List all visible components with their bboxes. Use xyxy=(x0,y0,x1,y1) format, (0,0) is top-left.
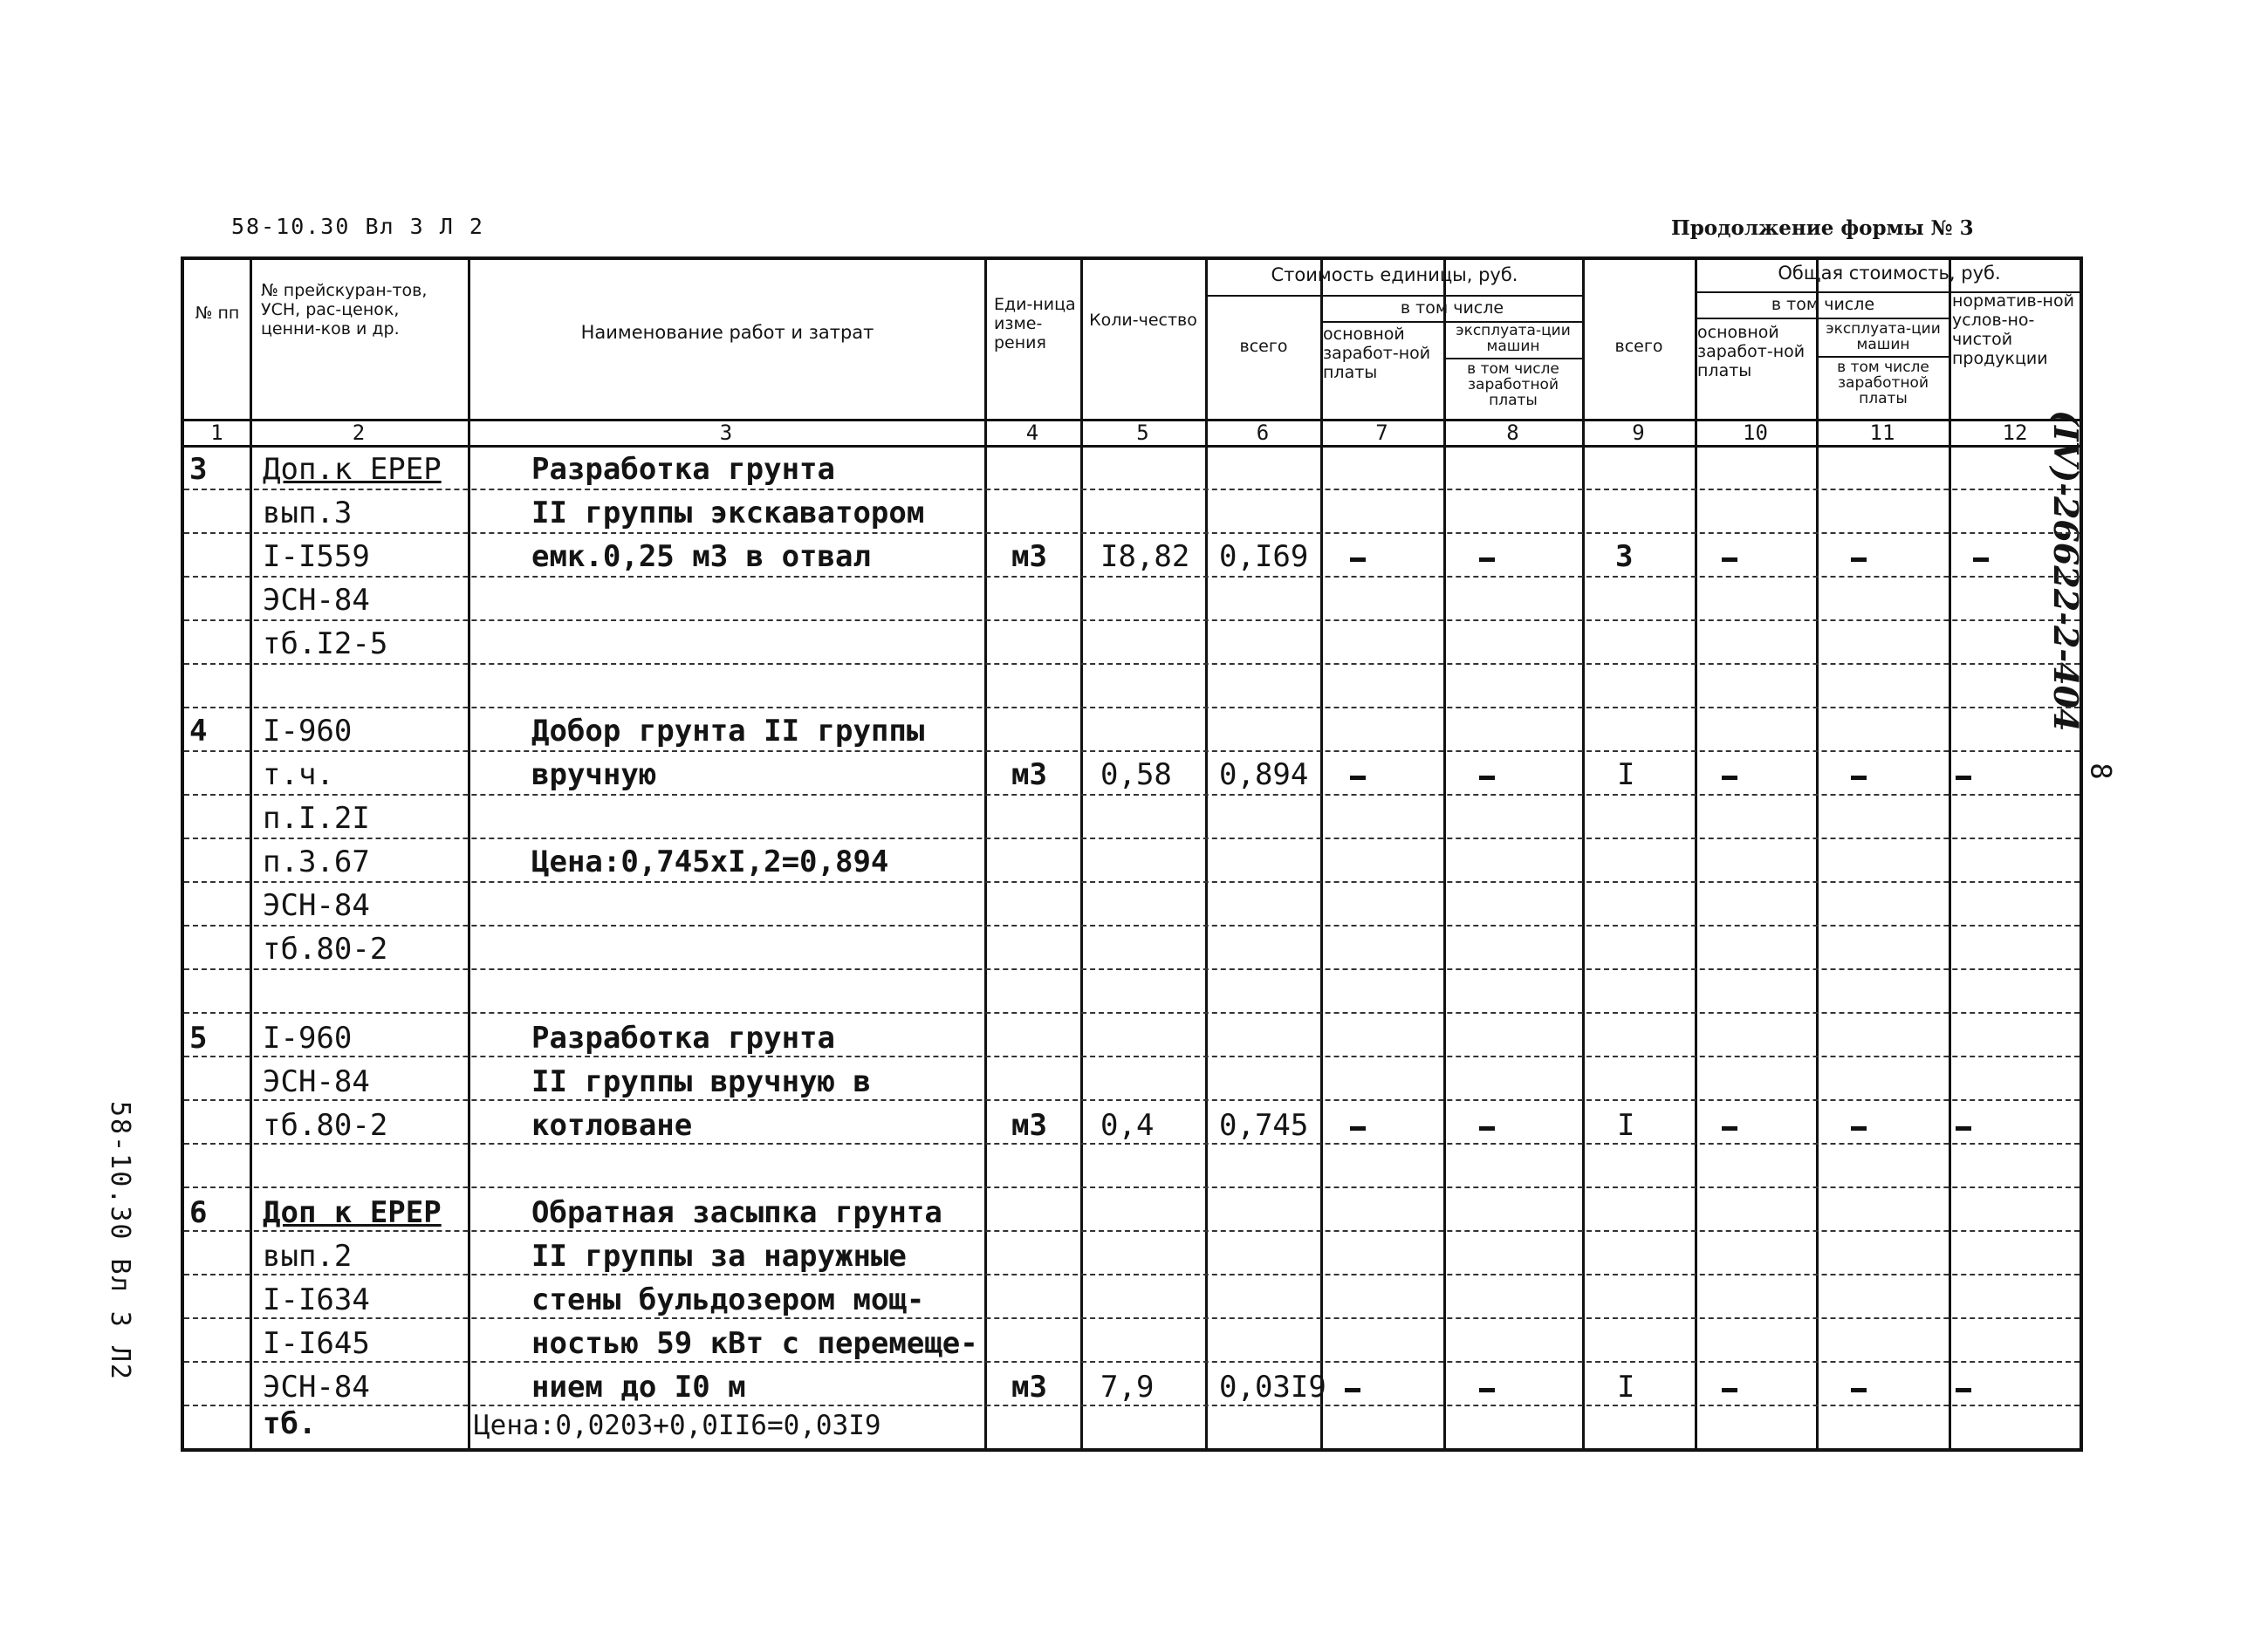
header-unit-cost: Стоимость единицы, руб. xyxy=(1271,264,1518,285)
price-reference: ЭСН-84 xyxy=(263,1370,370,1405)
price-reference: тб.80-2 xyxy=(263,932,388,967)
unit-of-measure: м3 xyxy=(1011,1370,1047,1405)
price-reference: I-960 xyxy=(263,714,353,749)
empty-value xyxy=(1956,1388,1971,1392)
unit-total-cost: 0,745 xyxy=(1219,1108,1309,1143)
header-total-wage: основной заработ-ной платы xyxy=(1697,323,1805,380)
price-reference: вып.3 xyxy=(263,496,353,530)
project-stamp: (IV)-26622-2-404 xyxy=(2046,410,2086,732)
header-name: Наименование работ и затрат xyxy=(580,322,874,343)
empty-value xyxy=(1479,1388,1495,1392)
header-total: всего xyxy=(1614,337,1663,356)
col-number: 12 xyxy=(2002,421,2028,445)
row-number: 5 xyxy=(189,1021,208,1056)
unit-total-cost: 0,03I9 xyxy=(1219,1370,1326,1405)
price-reference: тб.80-2 xyxy=(263,1108,388,1143)
header-unit-total: всего xyxy=(1239,337,1288,356)
work-description: II группы за наружные xyxy=(531,1239,907,1274)
header-ref: № прейскуран-тов, УСН, рас-ценок, ценни-ков и др. xyxy=(261,281,428,338)
col-number: 10 xyxy=(1743,421,1768,445)
total-cost: 3 xyxy=(1615,539,1634,574)
header-total-machines: эксплуата-ции машин xyxy=(1826,320,1941,353)
col-number: 11 xyxy=(1869,421,1895,445)
row-number: 6 xyxy=(189,1195,208,1230)
header-total-cost: Общая стоимость, руб. xyxy=(1778,263,2001,284)
unit-of-measure: м3 xyxy=(1011,757,1047,792)
header-total-incl: в том числе xyxy=(1771,295,1875,314)
total-cost: I xyxy=(1617,757,1635,792)
col-number: 9 xyxy=(1632,421,1645,445)
header-unit-wage: основной заработ-ной платы xyxy=(1323,325,1431,382)
side-document-code: 58-10.30 Вл 3 Л2 xyxy=(105,1101,135,1381)
price-reference: п.I.2I xyxy=(263,801,370,836)
price-reference: п.3.67 xyxy=(263,845,370,879)
work-description: II группы экскаватором xyxy=(531,496,925,530)
header-no: № пп xyxy=(195,304,240,323)
empty-value xyxy=(1350,776,1366,780)
unit-of-measure: м3 xyxy=(1011,539,1047,574)
col-number: 3 xyxy=(719,421,733,445)
col-number: 7 xyxy=(1375,421,1388,445)
empty-value xyxy=(1722,1388,1737,1392)
price-reference: I-960 xyxy=(263,1021,353,1056)
quantity: I8,82 xyxy=(1100,539,1190,574)
work-description: котловане xyxy=(531,1108,693,1143)
header-unit-machine-wage: в том числе заработной платы xyxy=(1467,360,1559,409)
header-unit: Еди-ница изме-рения xyxy=(994,295,1076,352)
header-unit-machines: эксплуата-ции машин xyxy=(1456,322,1571,355)
empty-value xyxy=(1345,1388,1360,1392)
price-reference: I-I559 xyxy=(263,539,370,574)
header-qty: Коли-чество xyxy=(1089,311,1197,330)
header-total-machine-wage: в том числе заработной платы xyxy=(1837,359,1929,407)
col-number: 5 xyxy=(1136,421,1149,445)
header-unit-incl: в том числе xyxy=(1400,298,1504,318)
unit-of-measure: м3 xyxy=(1011,1108,1047,1143)
col-number: 4 xyxy=(1025,421,1039,445)
empty-value xyxy=(1722,776,1737,780)
empty-value xyxy=(1722,557,1737,562)
col-number: 1 xyxy=(210,421,223,445)
price-reference: Доп к ЕРЕР xyxy=(263,1195,442,1230)
total-cost: I xyxy=(1617,1108,1635,1143)
empty-value xyxy=(1350,1126,1366,1131)
price-reference: тб.I2-5 xyxy=(263,626,388,661)
empty-value xyxy=(1851,1388,1867,1392)
price-reference: I-I645 xyxy=(263,1326,370,1361)
work-description: ностью 59 кВт с перемеще- xyxy=(531,1326,978,1361)
empty-value xyxy=(1851,1126,1867,1131)
document-code: 58-10.30 Вл 3 Л 2 xyxy=(231,214,484,239)
price-reference: I-I634 xyxy=(263,1282,370,1317)
work-description: вручную xyxy=(531,757,657,792)
work-description: II группы вручную в xyxy=(531,1064,871,1099)
price-reference: ЭСН-84 xyxy=(263,1064,370,1099)
price-reference: вып.2 xyxy=(263,1239,353,1274)
quantity: 0,58 xyxy=(1100,757,1172,792)
work-description: Обратная засыпка грунта xyxy=(531,1195,942,1230)
work-description: Разработка грунта xyxy=(531,452,835,487)
empty-value xyxy=(1851,776,1867,780)
page-number: 8 xyxy=(2084,762,2118,780)
work-description: емк.0,25 м3 в отвал xyxy=(531,539,871,574)
price-reference: Доп.к ЕРЕР xyxy=(263,452,442,487)
price-reference: ЭСН-84 xyxy=(263,888,370,923)
empty-value xyxy=(1350,557,1366,562)
empty-value xyxy=(1479,776,1495,780)
unit-total-cost: 0,894 xyxy=(1219,757,1309,792)
form-caption: Продолжение формы № 3 xyxy=(1671,216,1974,240)
price-reference: т.ч. xyxy=(263,757,334,792)
empty-value xyxy=(1722,1126,1737,1131)
total-cost: I xyxy=(1617,1370,1635,1405)
col-number: 2 xyxy=(352,421,366,445)
price-reference: ЭСН-84 xyxy=(263,583,370,618)
empty-value xyxy=(1956,1126,1971,1131)
work-description: Разработка грунта xyxy=(531,1021,835,1056)
price-calculation: Цена:0,745хI,2=0,894 xyxy=(531,845,889,879)
empty-value xyxy=(1973,557,1989,562)
col-number: 6 xyxy=(1256,421,1270,445)
estimate-table xyxy=(181,256,2083,1452)
row-number: 4 xyxy=(189,714,208,749)
work-description: Добор грунта II группы xyxy=(531,714,925,749)
price-reference: тб. xyxy=(263,1406,317,1441)
work-description: нием до I0 м xyxy=(531,1370,746,1405)
empty-value xyxy=(1956,776,1971,780)
empty-value xyxy=(1479,1126,1495,1131)
col-number: 8 xyxy=(1506,421,1519,445)
quantity: 7,9 xyxy=(1100,1370,1155,1405)
price-calculation: Цена:0,0203+0,0II6=0,03I9 xyxy=(474,1410,881,1441)
quantity: 0,4 xyxy=(1100,1108,1155,1143)
header-net-product: норматив-ной услов-но-чистой продукции xyxy=(1952,291,2074,368)
empty-value xyxy=(1479,557,1495,562)
work-description: стены бульдозером мощ- xyxy=(531,1282,925,1317)
row-number: 3 xyxy=(189,452,208,487)
unit-total-cost: 0,I69 xyxy=(1219,539,1309,574)
empty-value xyxy=(1851,557,1867,562)
